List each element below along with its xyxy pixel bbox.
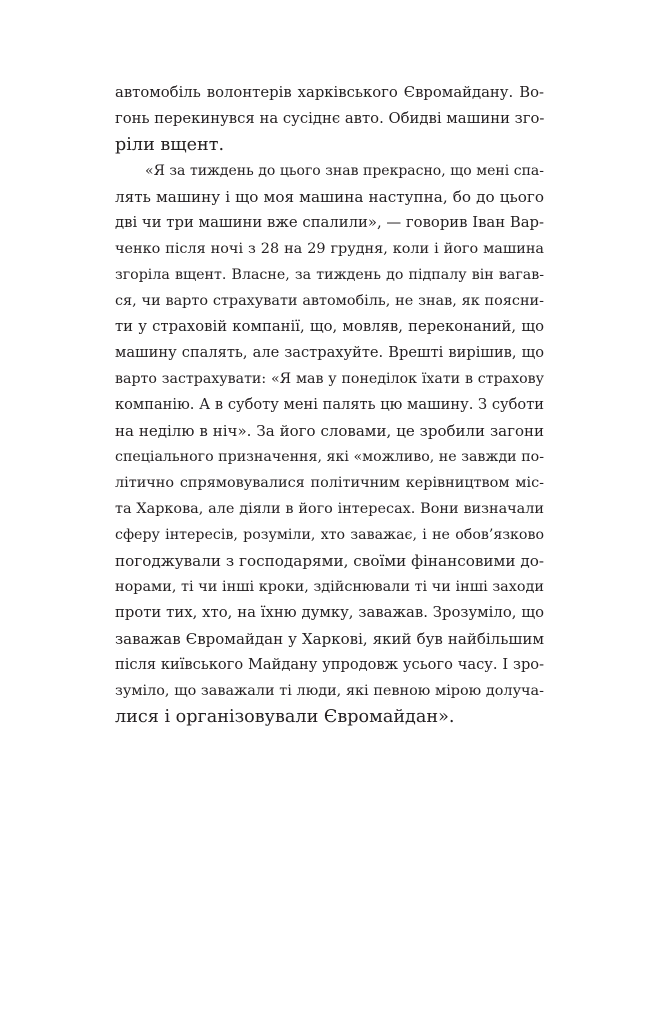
text-line: ріли вщент. [115,135,225,155]
text-line: погоджували з господарями, своїми фінансовими до- [115,552,544,570]
text-line: після київського Майдану упродовж усього часу. І зро- [115,656,544,673]
text-line: ся, чи варто страхувати автомобіль, не знав, як поясни- [115,293,544,309]
body-text [115,80,544,730]
text-line: літично спрямовувалися політичним керівництвом міс- [115,475,544,491]
text-line: гонь перекинувся на сусіднє авто. Обидві машини зго- [115,110,545,127]
text-line: згоріла вщент. Власне, за тиждень до підпалу він вагав- [115,267,544,283]
text-line: ти у страховій компанії, що, мовляв, переконаний, що [115,318,544,335]
text-line: ченко після ночі з 28 на 29 грудня, коли і його машина [115,241,544,257]
text-line: проти тих, хто, на їхню думку, заважав. Зрозуміло, що [115,604,544,621]
text-line: заважав Євромайдан у Харкові, який був найбільшим [115,630,544,648]
text-line: компанію. А в суботу мені палять цю машину. З суботи [115,396,544,413]
text-line: спеціального призначення, які «можливо, не завжди по- [115,449,544,465]
text-line: дві чи три машини вже спалили», — говорив Іван Вар- [115,214,544,231]
text-line: зуміло, що заважали ті люди, які певною мірою долуча- [115,683,544,699]
text-line: лися і організовували Євромайдан». [115,707,455,727]
text-line: лять машину і що моя машина наступна, бо до цього [115,188,544,206]
text-line: автомобіль волонтерів харківського Євромайдану. Во- [115,84,544,101]
text-line: машину спалять, але застрахуйте. Врешті вирішив, що [115,344,544,361]
text-line: на неділю в ніч». За його словами, це зробили загони [115,422,544,440]
text-line: варто застрахувати: «Я мав у понеділок їхати в страхову [115,371,544,387]
text-line: норами, ті чи інші кроки, здійснювали ті чи інші заходи [115,579,544,595]
text-line: та Харкова, але діяли в його інтересах. Вони визначали [115,501,544,517]
text-line: «Я за тиждень до цього знав прекрасно, що мені спа- [145,163,544,179]
text-line: сферу інтересів, розуміли, хто заважає, і не обов’язково [115,527,544,543]
